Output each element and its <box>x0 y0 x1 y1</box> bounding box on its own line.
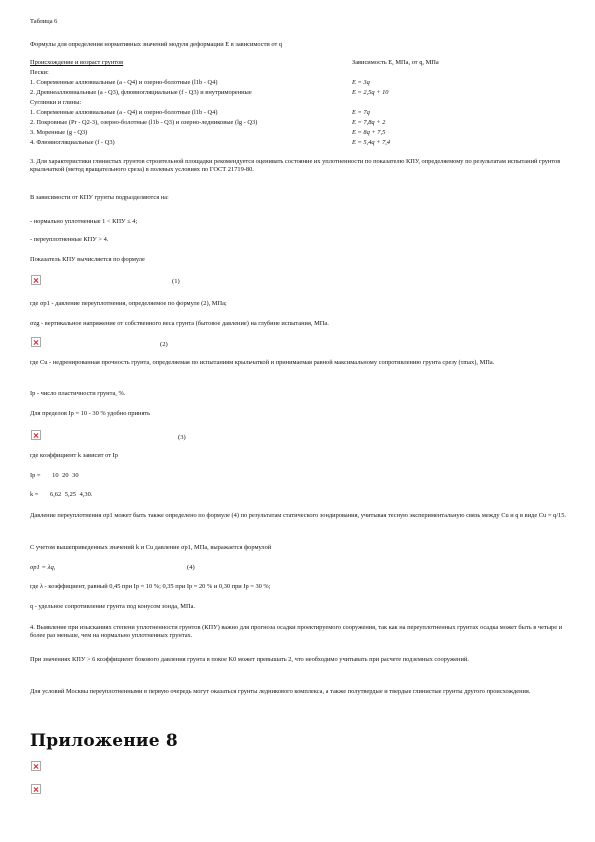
ip-values-row <box>30 472 575 480</box>
group-label: Суглинки и глины: <box>30 99 82 106</box>
k-values-row <box>30 491 575 499</box>
table-row <box>30 89 575 98</box>
paragraph-with-k-cu: С учетом вышеприведенных значений k и Cu давление σp1, МПа, выражается формулой <box>30 544 272 551</box>
equation-number-4: (4) <box>187 564 195 571</box>
ip-row-values: 10 20 30 <box>52 472 79 479</box>
paragraph-kpu-intro: В зависимости от КПУ грунты подразделяются на: <box>30 194 169 201</box>
paragraph-kpu-formula-intro: Показатель КПУ вычисляется по формуле <box>30 256 145 263</box>
table-row <box>30 129 575 138</box>
appendix-title: Приложение 8 <box>30 731 178 751</box>
k-row-values: 6,62 5,25 4,30. <box>50 491 93 498</box>
table-group-sands <box>30 69 575 78</box>
table-header-row <box>30 59 575 68</box>
paragraph-3: 3. Для характеристики глинистых грунтов строительной площадки рекомендуется оценивать состояние их уплотненности по показателю КПУ, определяемому по результатам испытаний грунтов крыльчаткой (метод вращательного среза) в полевых условиях по ГОСТ 21719-80. <box>30 158 561 173</box>
table-cell-formula: E = 2,5q + 10 <box>352 89 389 96</box>
paragraph-k-dependence: где коэффициент k зависит от Ip <box>30 452 118 459</box>
table-cell-origin: 1. Современные аллювиальные (a - Q4) и озерно-болотные (l1b - Q4) <box>30 109 218 116</box>
k-row-label: k = <box>30 491 39 498</box>
group-label: Пески: <box>30 69 49 76</box>
table-cell-formula: E = 7,8q + 2 <box>352 119 386 126</box>
table-cell-origin: 1. Современные аллювиальные (a - Q4) и озерно-болотные (l1b - Q4) <box>30 79 218 86</box>
table-cell-formula: E = 7q <box>352 109 370 116</box>
table-cell-formula: E = 5,4q + 7,4 <box>352 139 391 146</box>
table-header-dependency: Зависимость E, МПа, от q, МПа <box>352 59 439 66</box>
broken-image-icon <box>31 761 41 771</box>
paragraph-k0: При значениях КПУ > 6 коэффициент бокового давления грунта в покое K0 может превышать 2, что необходимо учитывать при расчете подземных сооружений. <box>30 656 469 663</box>
paragraph-cu: где Cu - недренированная прочность грунта, определяемая по испытаниям крыльчаткой и принимаемая равной максимальному сопротивлению грунта срезу (τmax), МПа. <box>30 359 495 366</box>
paragraph-sigma-zg: σzg - вертикальное напряжение от собственного веса грунта (бытовое давление) на глубине испытания, МПа. <box>30 320 329 327</box>
table-cell-origin: 3. Моренные (g - Q3) <box>30 129 88 136</box>
paragraph-moscow: Для условий Москвы переуплотненными в первую очередь могут оказаться грунты ледникового комплекса, а также полутвердые и твердые глинистые грунты другого происхождения. <box>30 688 531 695</box>
paragraph-ip: Ip - число пластичности грунта, %. <box>30 390 126 397</box>
table-caption: Формулы для определения нормативных значений модуля деформации E в зависимости от q <box>30 41 283 48</box>
paragraph-kpu-normal: - нормально уплотненные 1 < КПУ ≤ 4; <box>30 218 138 225</box>
paragraph-sigma-p <box>30 300 575 308</box>
equation-number-2: (2) <box>160 341 168 348</box>
ip-row-label: Ip = <box>30 472 41 479</box>
table-label: Таблица 6 <box>30 18 58 25</box>
table-header-origin: Происхождение и возраст грунтов <box>30 59 124 66</box>
paragraph-q: q - удельное сопротивление грунта под конусом зонда, МПа. <box>30 603 196 610</box>
table-row <box>30 139 575 148</box>
paragraph-kpu-over: - переуплотненные КПУ > 4. <box>30 236 109 243</box>
table-row <box>30 79 575 88</box>
broken-image-icon <box>31 430 41 440</box>
table-group-loams <box>30 99 575 108</box>
table-row <box>30 119 575 128</box>
paragraph-formula4: Давление переуплотнения σp1 может быть также определено по формуле (4) по результатам статического зондирования, учитывая тесную экспериментальную связь между Cu и q в виде Cu = q/15. <box>30 512 567 519</box>
table-cell-origin: 2. Покровные (Pr - Q2-3), озерно-болотные (l1b - Q3) и озерно-ледниковые (lg - Q3) <box>30 119 258 126</box>
broken-image-icon <box>31 337 41 347</box>
equation-number-3: (3) <box>178 434 186 441</box>
table-cell-origin: 2. Древнеаллювиальные (a - Q3), флювиогляциальные (f - Q3) и внутриморенные <box>30 89 252 96</box>
broken-image-icon <box>31 275 41 285</box>
paragraph-ip-range: Для пределов Ip = 10 - 30 % удобно принять <box>30 410 151 417</box>
table-row <box>30 109 575 118</box>
equation-4: σp1 = λq, <box>30 564 56 571</box>
paragraph-lambda: где λ - коэффициент, равный 0,45 при Ip = 10 %; 0,35 при Ip = 20 % и 0,30 при Ip = 30 %; <box>30 583 271 590</box>
paragraph-4: 4. Выявление при изысканиях степени уплотненности грунтов (КПУ) важно для прогноза осадки проектируемого сооружения, так как на переуплотненных грунтах осадка может быть в четыре и более раз меньше, чем на нормально уплотненных грунтах. <box>30 624 563 639</box>
equation-number-1: (1) <box>172 278 180 285</box>
sigma-p-text: где σp1 - давление переуплотнения, определяемое по формуле (2), МПа; <box>30 300 227 307</box>
table-cell-formula: E = 3q <box>352 79 370 86</box>
table-cell-origin: 4. Флювиогляциальные (f - Q3) <box>30 139 115 146</box>
table-cell-formula: E = 8q + 7,5 <box>352 129 386 136</box>
broken-image-icon <box>31 784 41 794</box>
